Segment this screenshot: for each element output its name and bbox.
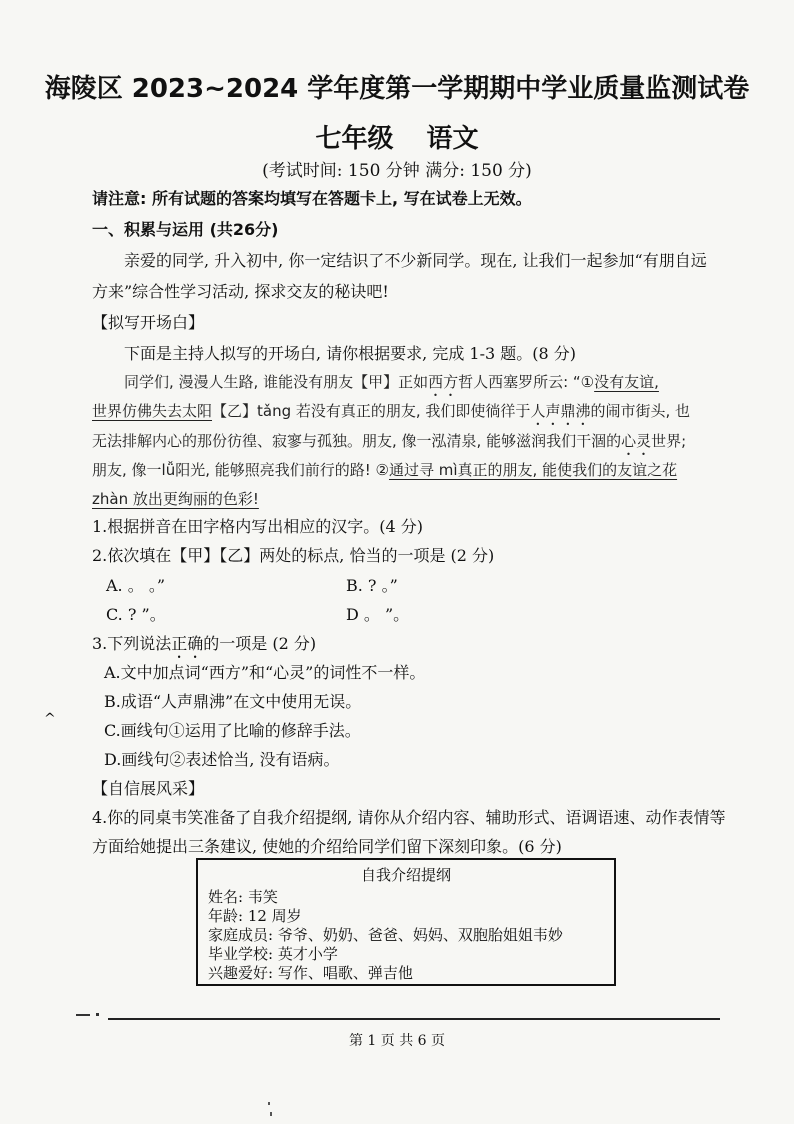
sub-section-desc: 下面是主持人拟写的开场白, 请你根据要求, 完成 1-3 题。(8 分): [124, 344, 577, 363]
dotted-word-zhengque: 正确: [171, 634, 204, 653]
passage-line-2: 世界仿佛失去太阳【乙】tǎng 若没有真正的朋友, 我们即使徜徉于人声鼎沸的闹市街头, 也: [92, 402, 690, 420]
dotted-word-xinling: 心灵: [621, 432, 652, 450]
subject-label: 语文: [426, 124, 479, 154]
underlined-sentence-1a: 没有友谊,: [594, 373, 659, 391]
outline-line-hobbies: 兴趣爱好: 写作、唱歌、弹吉他: [208, 964, 413, 982]
intro-line-1: 亲爱的同学, 升入初中, 你一定结识了不少新同学。现在, 让我们一起参加“有朋自远: [124, 251, 707, 270]
underlined-sentence-1b: 世界仿佛失去太阳: [92, 402, 213, 420]
question-4-line-2: 方面给她提出三条建议, 使她的介绍给同学们留下深刻印象。(6 分): [92, 837, 562, 856]
footer-rule: [108, 1018, 720, 1020]
outline-line-family: 家庭成员: 爷爷、奶奶、爸爸、妈妈、双胞胎姐姐韦妙: [208, 926, 563, 944]
self-intro-outline-box: [196, 858, 616, 986]
underlined-sentence-2b: zhàn 放出更绚丽的色彩!: [92, 490, 259, 508]
q3-option-d: D.画线句②表述恰当, 没有语病。: [104, 750, 340, 769]
outline-line-school: 毕业学校: 英才小学: [208, 945, 338, 963]
passage-line-1: 同学们, 漫漫人生路, 谁能没有朋友【甲】正如西方哲人西塞罗所云: “①没有友谊,: [124, 373, 659, 391]
q3-option-a: A.文中加点词“西方”和“心灵”的词性不一样。: [104, 663, 426, 682]
question-1: 1.根据拼音在田字格内写出相应的汉字。(4 分): [92, 517, 424, 536]
scan-speck: [270, 1112, 272, 1116]
q2-option-d: D 。 ”。: [346, 605, 410, 624]
question-2: 2.依次填在【甲】【乙】两处的标点, 恰当的一项是 (2 分): [92, 546, 495, 565]
q2-option-a: A. 。 。”: [106, 576, 165, 595]
outline-title: 自我介绍提纲: [360, 866, 451, 884]
margin-mark: ^: [44, 711, 56, 727]
dotted-word-xifang: 西方: [428, 373, 459, 391]
question-3: 3.下列说法正确的一项是 (2 分): [92, 634, 317, 653]
q2-option-c: C. ? ”。: [106, 605, 166, 624]
passage-line-4: 朋友, 像一lǚ阳光, 能够照亮我们前行的路! ②通过寻 mì真正的朋友, 能使我们的友谊之花: [92, 461, 678, 479]
intro-line-2: 方来”综合性学习活动, 探求交友的秘诀吧!: [92, 282, 389, 301]
q3-option-c: C.画线句①运用了比喻的修辞手法。: [104, 721, 361, 740]
section-heading: 一、积累与运用 (共26分): [92, 220, 279, 239]
q3-option-b: B.成语“人声鼎沸”在文中使用无误。: [104, 692, 362, 711]
page-number: 第 1 页 共 6 页: [348, 1033, 446, 1049]
underlined-sentence-2a: 通过寻 mì真正的朋友, 能使我们的友谊之花: [388, 461, 678, 479]
grade-label: 七年级: [315, 124, 394, 154]
dotted-word-renshengdingfei: 人声鼎沸: [530, 402, 591, 420]
footer-left-dot: [96, 1013, 99, 1016]
exam-info: (考试时间: 150 分钟 满分: 150 分): [262, 161, 532, 181]
scan-speck: [268, 1102, 270, 1105]
q2-option-b: B. ? 。”: [346, 576, 398, 595]
exam-subtitle: [0, 118, 794, 155]
footer-left-mark: [76, 1014, 90, 1016]
sub-section-title-showcase: 【自信展风采】: [92, 779, 205, 798]
sub-section-title-opening: 【拟写开场白】: [92, 313, 205, 332]
outline-line-age: 年龄: 12 周岁: [208, 907, 302, 925]
question-4-line-1: 4.你的同桌韦笑准备了自我介绍提纲, 请你从介绍内容、辅助形式、语调语速、动作表情等: [92, 808, 726, 827]
exam-title: 海陵区 2023~2024 学年度第一学期期中学业质量监测试卷: [44, 74, 750, 104]
outline-line-name: 姓名: 韦笑: [208, 888, 278, 906]
passage-line-5: [92, 488, 259, 509]
notice: 请注意: 所有试题的答案均填写在答题卡上, 写在试卷上无效。: [92, 189, 532, 208]
passage-line-3: 无法排解内心的那份彷徨、寂寥与孤独。朋友, 像一泓清泉, 能够滋润我们干涸的心灵世界;: [92, 432, 687, 450]
